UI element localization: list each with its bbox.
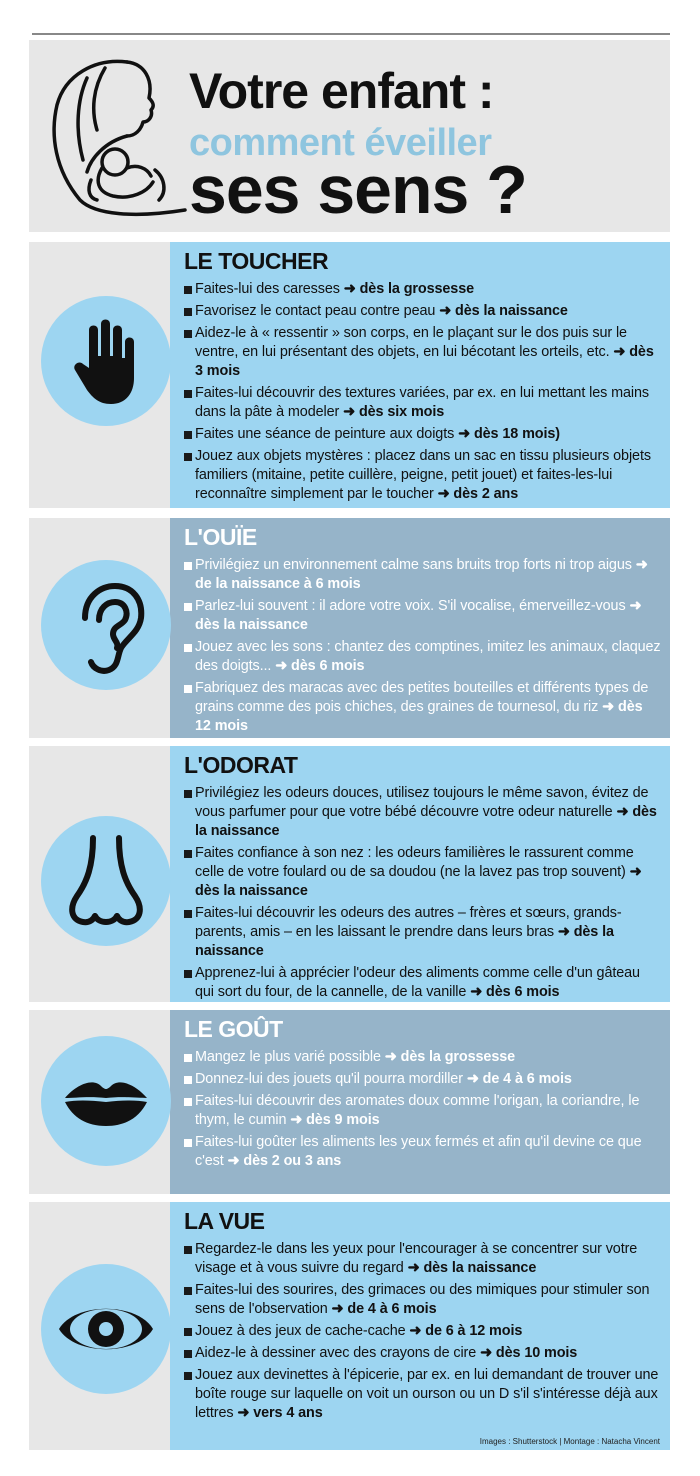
list-item: Donnez-lui des jouets qu'il pourra mordiller ➜ de 4 à 6 mois [184, 1070, 662, 1089]
list-item: Faites-lui découvrir les odeurs des autres – frères et sœurs, grands-parents, amis – en les laissant le prendre dans leurs bras ➜ dès la naissance [184, 904, 662, 961]
section-title: LE TOUCHER [184, 248, 329, 274]
list-item: Parlez-lui souvent : il adore votre voix. S'il vocalise, émerveillez-vous ➜ dès la naissance [184, 597, 662, 635]
list-item: Faites-lui découvrir des textures variées, par ex. en lui mettant les mains dans la pâte à modeler ➜ dès six mois [184, 384, 662, 422]
list-item: Privilégiez les odeurs douces, utilisez toujours le même savon, évitez de vous parfumer pour que votre bébé découvre votre odeur naturelle ➜ dès la naissance [184, 784, 662, 841]
list-item: Faites une séance de peinture aux doigts ➜ dès 18 mois) [184, 425, 662, 444]
bullet-list [184, 1048, 662, 1174]
section-title: L'ODORAT [184, 752, 298, 778]
title-line3: ses sens ? [189, 152, 527, 228]
section-title: LA VUE [184, 1208, 265, 1234]
hand-icon [41, 296, 171, 426]
list-item: Favorisez le contact peau contre peau ➜ dès la naissance [184, 302, 662, 321]
list-item: Faites confiance à son nez : les odeurs familières le rassurent comme celle de votre foulard ou de sa doudou (ne la lavez pas trop souvent) ➜ dès la naissance [184, 844, 662, 901]
title-line1: Votre enfant : [189, 63, 494, 119]
list-item: Jouez aux objets mystères : placez dans un sac en tissu plusieurs objets familiers (mitaine, petite cuillère, peigne, petit jouet) et faites-les-lui reconnaître simplement par le toucher ➜ dès 2 ans [184, 447, 662, 504]
list-item: Faites-lui des caresses ➜ dès la grossesse [184, 280, 662, 299]
icon-circle [41, 560, 171, 690]
section-odorat [29, 746, 670, 1002]
list-item: Regardez-le dans les yeux pour l'encourager à se concentrer sur votre visage et à vous suivre du regard ➜ dès la naissance [184, 1240, 662, 1278]
list-item: Faites-lui goûter les aliments les yeux fermés et afin qu'il devine ce que c'est ➜ dès 2 ou 3 ans [184, 1133, 662, 1171]
bullet-list [184, 556, 662, 739]
icon-circle [41, 296, 171, 426]
section-toucher [29, 242, 670, 508]
bullet-list [184, 784, 662, 1005]
icon-circle [41, 816, 171, 946]
list-item: Aidez-le à dessiner avec des crayons de cire ➜ dès 10 mois [184, 1344, 662, 1363]
header [29, 40, 670, 232]
section-gout [29, 1010, 670, 1194]
list-item: Aidez-le à « ressentir » son corps, en le plaçant sur le dos puis sur le ventre, en lui présentant des objets, en lui bécotant les orteils, etc. ➜ dès 3 mois [184, 324, 662, 381]
list-item: Faites-lui des sourires, des grimaces ou des mimiques pour stimuler son sens de l'observation ➜ de 4 à 6 mois [184, 1281, 662, 1319]
list-item: Jouez aux devinettes à l'épicerie, par ex. en lui demandant de trouver une boîte rouge sur laquelle on voit un ourson ou un D s'il s'intéresse déjà aux lettres ➜ vers 4 ans [184, 1366, 662, 1423]
mother-baby-icon [35, 50, 200, 225]
icon-circle [41, 1036, 171, 1166]
section-title: L'OUÏE [184, 524, 257, 550]
image-credit: Images : Shutterstock | Montage : Natacha Vincent [479, 1437, 660, 1446]
bullet-list [184, 280, 662, 507]
list-item: Jouez à des jeux de cache-cache ➜ de 6 à 12 mois [184, 1322, 662, 1341]
list-item: Apprenez-lui à apprécier l'odeur des aliments comme celle d'un gâteau qui sort du four, de la cannelle, de la vanille ➜ dès 6 mois [184, 964, 662, 1002]
list-item: Mangez le plus varié possible ➜ dès la grossesse [184, 1048, 662, 1067]
list-item: Faites-lui découvrir des aromates doux comme l'origan, la coriandre, le thym, le cumin ➜ dès 9 mois [184, 1092, 662, 1130]
section-ouie [29, 518, 670, 738]
title-line2: comment éveiller [189, 122, 492, 164]
list-item: Fabriquez des maracas avec des petites bouteilles et différents types de grains comme des pois chiches, des graines de tournesol, du riz ➜ dès 12 mois [184, 679, 662, 736]
top-rule [32, 33, 670, 35]
section-vue [29, 1202, 670, 1450]
nose-icon [41, 816, 171, 946]
list-item: Privilégiez un environnement calme sans bruits trop forts ni trop aigus ➜ de la naissance à 6 mois [184, 556, 662, 594]
bullet-list [184, 1240, 662, 1426]
icon-circle [41, 1264, 171, 1394]
eye-icon [41, 1264, 171, 1394]
list-item: Jouez avec les sons : chantez des comptines, imitez les animaux, claquez des doigts... ➜ dès 6 mois [184, 638, 662, 676]
ear-icon [41, 560, 171, 690]
lips-icon [41, 1036, 171, 1166]
section-title: LE GOÛT [184, 1016, 283, 1042]
